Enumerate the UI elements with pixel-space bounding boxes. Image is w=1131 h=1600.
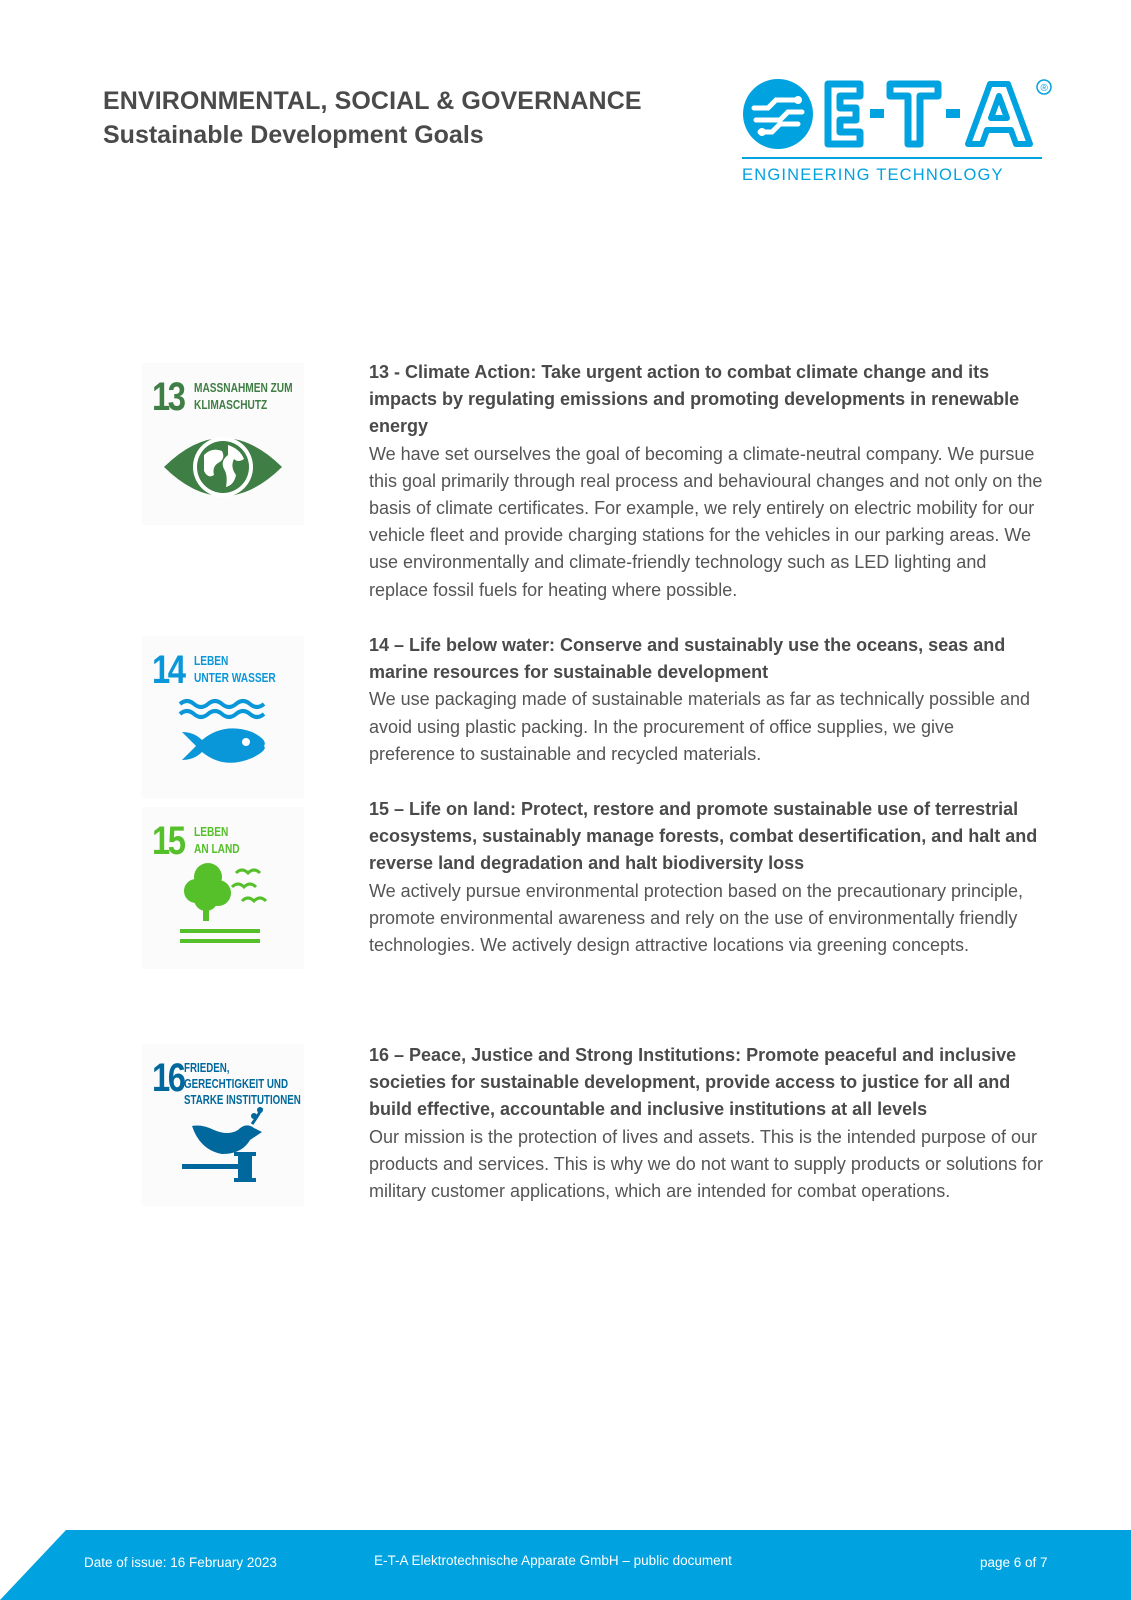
goal-13-title: 13 - Climate Action: Take urgent action to combat climate change and its impacts by regulating emissions and promoting developments in renewable energy [369,362,1020,437]
sdg-15-number: 15 [152,819,184,863]
sdg-14-label: LEBEN UNTER WASSER [194,653,276,685]
goal-13-body: We have set ourselves the goal of becoming a climate-neutral company. We pursue this goal primarily through real process and behavioural changes and not only on the basis of climate certificates. For example, we rely entirely on electric mobility for our vehicle fleet and provide charging stations for the vehicles in our parking areas. We use environmentally and climate-friendly technology such as LED lighting and replace fossil fuels for heating where possible. [369,443,1043,600]
footer-date: Date of issue: 16 February 2023 [84,1555,277,1570]
goal-16-title: 16 – Peace, Justice and Strong Institutions: Promote peaceful and inclusive societies for sustainable development, provide access to justice for all and build effective, accountable and inclusive institutions at all levels [369,1045,1017,1120]
logo-tagline: ENGINEERING TECHNOLOGY [742,166,1004,184]
sdg-15-label: LEBEN AN LAND [194,824,240,856]
goal-15-title: 15 – Life on land: Protect, restore and promote sustainable use of terrestrial ecosystems, sustainably manage forests, combat desertification, and halt and reverse land degradation and halt biodiversity loss [369,799,1038,874]
sdg-16-tile [142,1044,304,1206]
eye-globe-icon [142,363,304,525]
page-header [103,84,642,152]
goal-16-text [369,1042,1045,1205]
goal-15-text [369,796,1045,959]
goal-14-title: 14 – Life below water: Conserve and sustainably use the oceans, seas and marine resources for sustainable development [369,635,1006,683]
footer-page-number: page 6 of 7 [980,1555,1048,1570]
goal-14-text [369,632,1045,768]
sdg-13-tile [142,363,304,525]
svg-text:®: ® [1040,83,1048,94]
goal-16-body: Our mission is the protection of lives and assets. This is the intended purpose of our products and services. This is why we do not want to supply products or solutions for military customer applications, which are intended for combat operations. [369,1126,1043,1202]
sdg-13-number: 13 [152,375,184,419]
sdg-14-tile [142,636,304,798]
footer-company: E-T-A Elektrotechnische Apparate GmbH – public document [374,1553,732,1568]
sdg-14-number: 14 [152,648,184,692]
goal-15-body: We actively pursue environmental protection based on the precautionary principle, promote environmental awareness and rely on the use of environmentally friendly technologies. We actively design attractive locations via greening concepts. [369,880,1024,956]
goal-14-body: We use packaging made of sustainable materials as far as technically possible and avoid using plastic packing. In the procurement of office supplies, we give preference to sustainable and recycled materials. [369,689,1031,764]
tree-birds-icon [142,807,304,969]
eta-logo-mark-icon [742,78,1054,160]
sdg-15-tile [142,807,304,969]
dove-gavel-icon [142,1044,304,1206]
page-subtitle: Sustainable Development Goals [103,121,484,149]
page-footer [0,1530,1131,1600]
sdg-16-number: 16 [152,1056,184,1100]
eta-logo [742,78,1054,190]
fish-waves-icon [142,636,304,798]
goal-13-text [369,359,1045,604]
sdg-16-label: FRIEDEN, GERECHTIGKEIT UND STARKE INSTITUTIONEN [184,1061,301,1107]
sdg-13-label: MASSNAHMEN ZUM KLIMASCHUTZ [194,380,293,412]
page-title: ENVIRONMENTAL, SOCIAL & GOVERNANCE [103,87,642,115]
